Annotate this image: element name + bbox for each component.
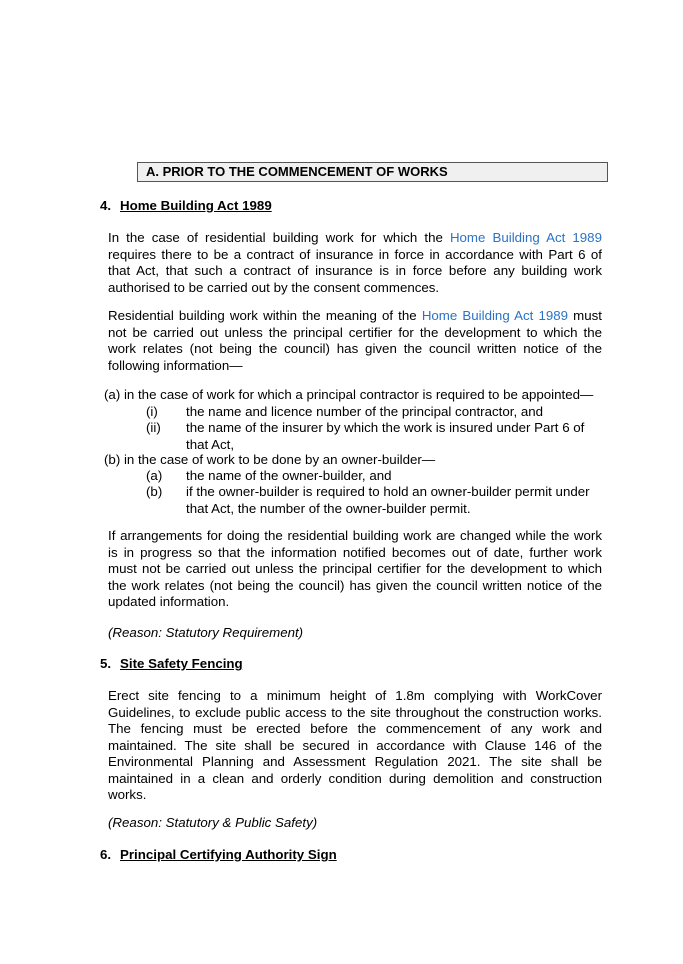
condition-4-paragraph-3: If arrangements for doing the residential building work are changed while the work is in progress so that the information notified becomes out of date, further work must not be carried out unless the principal certifier for the development to which the work relates (not being the council) has given the council written notice of the updated information. (108, 528, 602, 609)
condition-5-reason: (Reason: Statutory & Public Safety) (108, 815, 318, 830)
list-item-a-ii-text: the name of the insurer by which the work is insured under Part 6 of that Act, (186, 420, 585, 452)
section-heading-box: A. PRIOR TO THE COMMENCEMENT OF WORKS (137, 162, 608, 182)
home-building-act-link[interactable]: Home Building Act 1989 (449, 230, 602, 245)
home-building-act-link[interactable]: Home Building Act 1989 (421, 308, 569, 323)
list-item-b-a-label: (a) (146, 468, 163, 483)
condition-title: Home Building Act 1989 (120, 198, 272, 213)
condition-number: 4. (100, 198, 112, 213)
list-item-a-i-label: (i) (146, 404, 158, 419)
condition-4-heading (100, 198, 272, 213)
condition-number: 5. (100, 656, 112, 671)
list-item-b-b-text: if the owner-builder is required to hold an owner-builder permit under that Act, the number of the owner-builder permit. (186, 484, 590, 516)
list-item-b: (b) in the case of work to be done by an owner-builder— (104, 452, 436, 467)
condition-4-paragraph-1: In the case of residential building work for which the Home Building Act 1989 requires there to be a contract of insurance in force in accordance with Part 6 of that Act, that such a contract of insurance is in force before any building work authorised to be carried out by the consent commences. (108, 230, 602, 295)
condition-title: Principal Certifying Authority Sign (120, 847, 337, 862)
condition-number: 6. (100, 847, 112, 862)
list-item-b-a-text: the name of the owner-builder, and (186, 468, 392, 483)
list-item-a-i-text: the name and licence number of the principal contractor, and (186, 404, 544, 419)
condition-title: Site Safety Fencing (120, 656, 243, 671)
condition-5-heading (100, 656, 243, 671)
condition-4-paragraph-2: Residential building work within the meaning of the Home Building Act 1989 must not be carried out unless the principal certifier for the development to which the work relates (not being the council) has given the council written notice of the following information— (108, 308, 602, 373)
list-item-a-ii-label: (ii) (146, 420, 161, 435)
condition-6-heading (100, 847, 337, 862)
list-item-a: (a) in the case of work for which a principal contractor is required to be appointed— (104, 387, 594, 402)
list-item-b-b-label: (b) (146, 484, 163, 499)
condition-4-reason: (Reason: Statutory Requirement) (108, 625, 304, 640)
condition-5-paragraph-1: Erect site fencing to a minimum height of 1.8m complying with WorkCover Guidelines, to exclude public access to the site throughout the construction works. The fencing must be erected before the commencement of any work and maintained. The site shall be secured in accordance with Clause 146 of the Environmental Planning and Assessment Regulation 2021. The site shall be maintained in a clean and orderly condition during demolition and construction works. (108, 688, 602, 802)
